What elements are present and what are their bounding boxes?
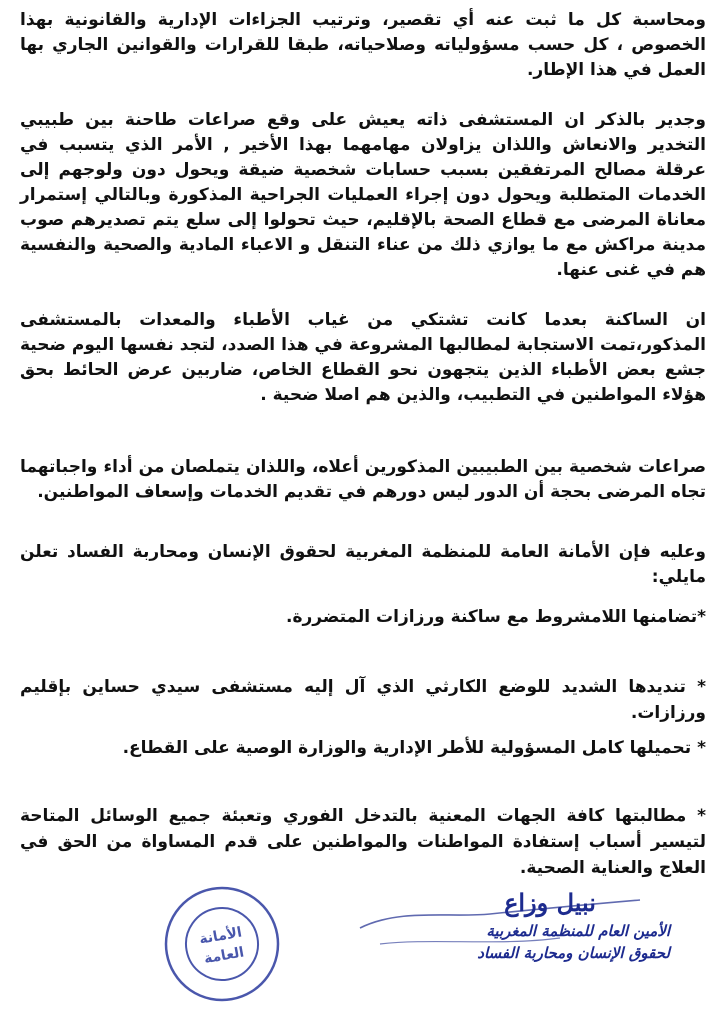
signatory-name: نبيل وزاع [504,888,596,917]
signatory-title-line2: لحقوق الإنسان ومحاربة الفساد [477,944,670,962]
stamp-center-line1: الأمانة [198,924,244,948]
paragraph-announcement: وعليه فإن الأمانة العامة للمنظمة المغربية لحقوق الإنسان ومحاربة الفساد تعلن مايلي: [20,542,706,587]
signature-block [340,888,670,968]
paragraph-personal-conflicts: صراعات شخصية بين الطبيبين المذكورين أعلاه، واللذان يتملصان من أداء واجباتهما تجاه المرضى بحجة أن الدور ليس دورهم في تقديم الخدمات وإسعاف المواطنين. [20,457,706,502]
paragraph-hospital-conflicts: وجدير بالذكر ان المستشفى ذاته يعيش على وقع صراعات طاحنة بين طبيبي التخدير والانعاش واللذان يزاولان مهامهما بهذا الأخير , الأمر الذي يتسبب في عرقلة مصالح المرتفقين بسبب حسابات شخصية ضيقة ويحول دون ولوجهم إلى الخدمات المتطلبة ويحول دون إجراء العمليات الجراحية المذكورة وبالتالي إستمرار معاناة المرضى مع قطاع الصحة بالإقليم، حيث تحولوا إلى سلع يتم تصديرهم صوب مدينة مراكش مع ما يوازي ذلك من عناء التنقل و الاعباء المادية والصحية والنفسية هم في غنى عنها. [20,110,706,280]
paragraph-accountability: ومحاسبة كل ما ثبت عنه أي تقصير، وترتيب الجزاءات الإدارية والقانونية بهذا الخصوص ، كل حسب مسؤولياته وصلاحياته، طبقا للقرارات والقوانين الجاري بها العمل في هذا الإطار. [20,10,706,80]
list-item-demands: * مطالبتها كافة الجهات المعنية بالتدخل الفوري وتعبئة جميع الوسائل المتاحة لتيسير أسباب إستفادة المواطنات والمواطنين على قدم المساواة من الحق في العلاج والعناية الصحية. [20,806,706,878]
stamp-center-line2: العامة [202,944,246,968]
signatory-title-line1: الأمين العام للمنظمة المغربية [486,922,670,940]
organization-stamp [162,884,282,1004]
paragraph-residents-complaints: ان الساكنة بعدما كانت تشتكي من غياب الأطباء والمعدات بالمستشفى المذكور،تمت الاستجابة لمطالبها المشروعة في هذا الصدد، لتجد نفسها اليوم ضحية جشع بعض الأطباء الذين يتجهون نحو القطاع الخاص، ضاربين عرض الحائط بحق هؤلاء المواطنين في التطبيب، والذين هم اصلا ضحية . [20,310,706,405]
list-item-responsibility: * تحميلها كامل المسؤولية للأطر الإدارية والوزارة الوصية على القطاع. [122,738,706,758]
list-item-solidarity: *تضامنها اللامشروط مع ساكنة ورزازات المتضررة. [285,607,706,627]
list-item-condemnation: * تنديدها الشديد للوضع الكارثي الذي آل إليه مستشفى سيدي حساين بإقليم ورزازات. [20,677,706,723]
